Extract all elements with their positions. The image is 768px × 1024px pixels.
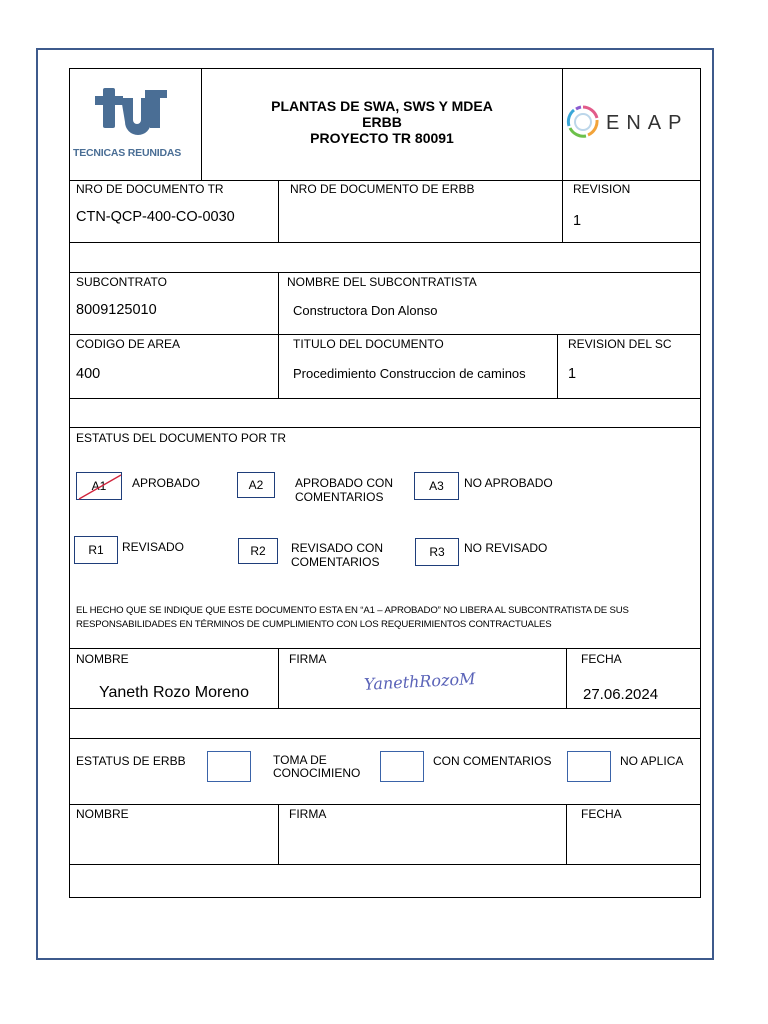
status-code-r2: R2 xyxy=(250,544,266,558)
status-code-r3: R3 xyxy=(429,545,445,559)
status-code-a2: A2 xyxy=(248,478,264,492)
enap-logo xyxy=(566,104,696,144)
status-checkbox-r2[interactable] xyxy=(238,538,278,564)
enap-emblem-icon xyxy=(566,104,600,140)
status-tr-title: ESTATUS DEL DOCUMENTO POR TR xyxy=(76,431,287,445)
erbb-label-toma-conocimiento xyxy=(273,754,360,780)
erbb-label-toma-line-2: CONOCIMIENO xyxy=(273,766,361,780)
header-title-line-1: PLANTAS DE SWA, SWS Y MDEA xyxy=(271,98,493,114)
approval-disclaimer xyxy=(76,604,698,632)
status-label-a3: NO APROBADO xyxy=(464,476,553,490)
nombre-tr-value: Yaneth Rozo Moreno xyxy=(99,684,250,701)
header-title-line-2: ERBB xyxy=(362,114,402,130)
document-header-title xyxy=(202,98,562,146)
disclaimer-line-1: EL HECHO QUE SE INDIQUE QUE ESTE DOCUMENTO ESTA EN “A1 – APROBADO” NO LIBERA AL SUBCONTRATISTA DE SUS xyxy=(76,605,629,616)
status-label-a2-line-1: APROBADO CON xyxy=(295,476,394,490)
nombre-tr-label: NOMBRE xyxy=(76,652,129,666)
erbb-label-no-aplica: NO APLICA xyxy=(620,754,684,768)
status-label-r2-line-2: COMENTARIOS xyxy=(291,555,380,569)
header-title-line-3: PROYECTO TR 80091 xyxy=(310,130,454,146)
tr-company-name: TECNICAS REUNIDAS xyxy=(73,147,182,159)
enap-wordmark: ENAP xyxy=(606,112,689,134)
revision-sc-value: 1 xyxy=(568,366,577,382)
status-label-a1: APROBADO xyxy=(132,476,201,490)
erbb-checkbox-con-comentarios[interactable] xyxy=(380,751,424,782)
titulo-documento-label: TITULO DEL DOCUMENTO xyxy=(293,337,444,351)
fecha-erbb-label: FECHA xyxy=(581,807,622,821)
a1-strike-mark xyxy=(77,473,123,501)
status-checkbox-r3[interactable] xyxy=(415,538,459,566)
titulo-documento-value: Procedimiento Construccion de caminos xyxy=(293,366,526,381)
status-checkbox-a1[interactable] xyxy=(76,472,122,500)
erbb-checkbox-toma-conocimiento[interactable] xyxy=(207,751,251,782)
erbb-label-con-comentarios: CON COMENTARIOS xyxy=(433,754,552,768)
erbb-checkbox-no-aplica[interactable] xyxy=(567,751,611,782)
status-checkbox-a2[interactable] xyxy=(237,472,275,498)
revision-value: 1 xyxy=(573,213,582,229)
status-label-a2 xyxy=(295,476,393,504)
codigo-area-value: 400 xyxy=(76,366,101,382)
nro-doc-tr-value: CTN-QCP-400-CO-0030 xyxy=(76,209,235,225)
nombre-erbb-label: NOMBRE xyxy=(76,807,129,821)
status-label-r3: NO REVISADO xyxy=(464,541,548,555)
subcontrato-label: SUBCONTRATO xyxy=(76,275,167,289)
status-code-r1: R1 xyxy=(88,543,104,557)
codigo-area-label: CODIGO DE AREA xyxy=(76,337,181,351)
firma-tr-signature: YanethRozoM xyxy=(363,669,476,694)
fecha-tr-value: 27.06.2024 xyxy=(583,686,659,703)
tr-logo xyxy=(73,82,197,162)
status-checkbox-a3[interactable] xyxy=(414,472,459,500)
firma-erbb-label: FIRMA xyxy=(289,807,327,821)
status-label-r2 xyxy=(291,541,383,569)
status-checkbox-r1[interactable] xyxy=(74,536,118,564)
revision-sc-label: REVISION DEL SC xyxy=(568,337,672,351)
status-code-a3: A3 xyxy=(429,479,444,493)
status-label-r1: REVISADO xyxy=(122,540,185,554)
subcontrato-value: 8009125010 xyxy=(76,302,157,318)
firma-tr-label: FIRMA xyxy=(289,652,327,666)
nro-doc-erbb-label: NRO DE DOCUMENTO DE ERBB xyxy=(290,182,475,196)
fecha-tr-label: FECHA xyxy=(581,652,622,666)
erbb-label-toma-line-1: TOMA DE xyxy=(273,753,327,767)
status-label-r2-line-1: REVISADO CON xyxy=(291,541,384,555)
status-label-a2-line-2: COMENTARIOS xyxy=(295,490,384,504)
nombre-subcontratista-value: Constructora Don Alonso xyxy=(293,303,438,318)
disclaimer-line-2: RESPONSABILIDADES EN TÉRMINOS DE CUMPLIMIENTO CON LOS REQUERIMIENTOS CONTRACTUALES xyxy=(76,619,552,630)
revision-label: REVISION xyxy=(573,182,631,196)
status-code-a1: A1 xyxy=(91,479,107,493)
nro-doc-tr-label: NRO DE DOCUMENTO TR xyxy=(76,182,224,196)
status-erbb-title: ESTATUS DE ERBB xyxy=(76,754,186,768)
tr-logo-mark xyxy=(73,82,197,144)
nombre-subcontratista-label: NOMBRE DEL SUBCONTRATISTA xyxy=(287,275,477,289)
